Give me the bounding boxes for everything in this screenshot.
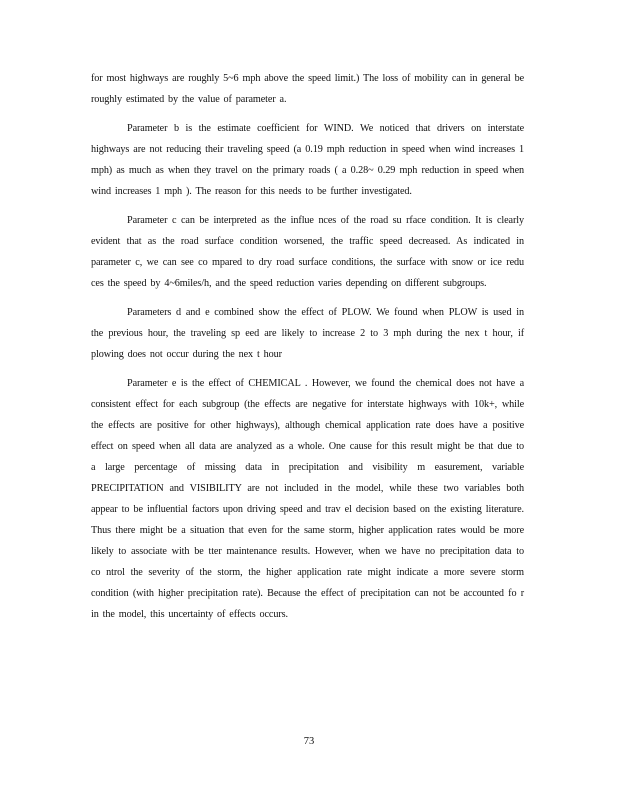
paragraph-mobility-loss: for most highways are roughly 5~6 mph above the speed limit.) The loss of mobility can in general be roughly estimated by the value of parameter a. xyxy=(91,73,524,105)
paragraph-chemical: Parameter e is the effect of CHEMICAL . However, we found the chemical does not have a consistent effect for each subgroup (the effects are negative for interstate highways with 10k+, while the effects are positive for other highways), although chemical application rate does have a positive effect on speed when all data are analyzed as a whole. One cause for this result might be that due to a large percentage of missing data in precipitation and visibility m easurement, variable PRECIPITATION and VISIBILITY are not included in the model, while these two variables both appear to be influential factors upon driving speed and trav el decision based on the existing literature. Thus there might be a situation that even for the same storm, higher application rates would be more likely to associate with be tter maintenance results. However, when we have no precipitation data to co ntrol the severity of the storm, the higher application rate might indicate a more severe storm condition (with higher precipitation rate). Because the effect of precipitation can not be accounted fo r in the model, this uncertainty of effects occurs. xyxy=(91,378,524,620)
page-number: 73 xyxy=(303,736,315,747)
paragraph-wind: Parameter b is the estimate coefficient for WIND. We noticed that drivers on interstate highways are not reducing their traveling speed (a 0.19 mph reduction in speed when wind increases 1 mph) as much as when they travel on the primary roads ( a 0.28~ 0.29 mph reduction in speed when wind increases 1 mph ). The reason for this needs to be further investigated. xyxy=(91,123,524,197)
paragraph-plow: Parameters d and e combined show the effect of PLOW. We found when PLOW is used in the previous hour, the traveling sp eed are likely to increase 2 to 3 mph during the nex t hour, if plowing does not occur during the nex t hour xyxy=(91,307,524,360)
body-text xyxy=(91,68,524,633)
paragraph-road-surface: Parameter c can be interpreted as the influe nces of the road su rface condition. It is clearly evident that as the road surface condition worsened, the traffic speed decreased. As indicated in parameter c, we can see co mpared to dry road surface conditions, the surface with snow or ice redu ces the speed by 4~6miles/h, and the speed reduction varies depending on different subgroups. xyxy=(91,215,524,289)
